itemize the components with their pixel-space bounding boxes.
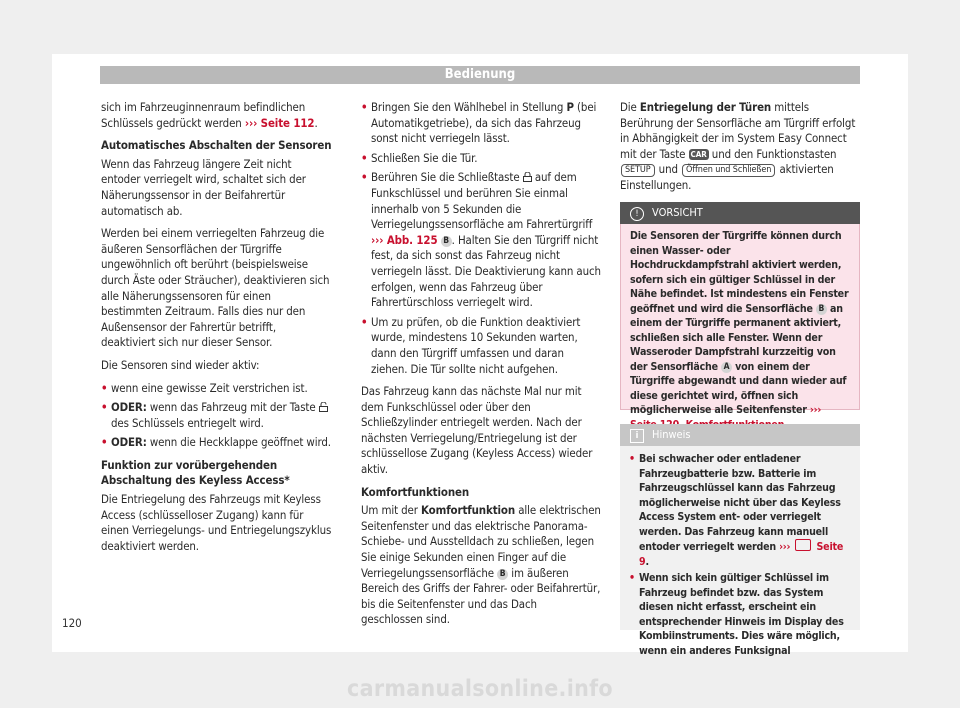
page-number: 120 [62,616,82,630]
unlock-icon [319,402,328,412]
setup-key: SETUP [621,164,655,177]
column-1 [101,100,333,561]
marker-b: B [497,569,508,580]
paragraph: Um mit der Komfortfunktion alle elektrischen Seitenfenster und das elektrische Panorama-Schiebe- und Ausstelldach zu schließen, legen Sie einige Sekunden einen Finger auf die Verriegelungssensorfläche B im äußeren Bereich des Griffs der Fahrer- oder Beifahrertür, bis die Seitenfenster und das Dach geschlossen sind. [361,503,601,627]
section-heading: Funktion zur vorübergehenden Abschaltung des Keyless Access* [101,457,290,488]
paragraph: sich im Fahrzeuginnenraum befindlichen Schlüssels gedrückt werden ››› Seite 112. [101,100,318,130]
section-heading: Automatisches Abschalten der Sensoren [101,138,332,153]
section-header: Bedienung [100,66,860,84]
note-text [620,446,860,657]
column-3 [620,100,860,201]
page-reference-link[interactable]: ››› Seite 112 [244,115,315,130]
page-reference-link[interactable]: ››› [779,541,791,553]
figure-reference-link[interactable]: ››› Abb. 125 [371,232,438,247]
open-close-key: Öffnen und Schließen [682,164,775,177]
paragraph: Wenn das Fahrzeug längere Zeit nicht entoder verriegelt wird, schaltet sich der Näherungssensor in der Beifahrertür automatisch ab. [101,156,306,218]
marker-b: B [816,304,827,315]
warning-icon: ! [630,207,644,221]
paragraph: Die Entriegelung des Fahrzeugs mit Keyless Access (schlüsselloser Zugang) kann für einen Verriegelungs- und Entriegelungszyklus deaktiviert werden. [101,492,332,553]
car-key-icon: CAR [690,149,707,159]
paragraph: Das Fahrzeug kann das nächste Mal nur mit dem Funkschlüssel oder über den Schließzylinder entriegelt werden. Nach der nächsten Verriegelung/Entriegelung ist der schlüssellose Zugang (Keyless Access) wieder aktiv. [361,384,593,477]
list-item: • Berühren Sie die Schließtaste auf dem Funkschlüssel und berühren Sie einmal innerhalb von 5 Sekunden die Verriegelungssensorfläche am Fahrertürgriff ››› Abb. 125 B . Halten Sie den Türgriff nicht fest, da sich sonst das Fahrzeug nicht verriegeln lässt. Die Deaktivierung kann auch erfolgen, wenn das Fahrzeug über Fahrertürschloss verriegelt wird. [361,170,601,310]
paragraph: Die Entriegelung der Türen mittels Berührung der Sensorfläche am Türgriff erfolgt in Abhängigkeit der im System Easy Connect mit der Taste CAR und den Funktionstasten SETUP und Öffnen und Schließen aktivierten Einstellungen. [620,100,856,192]
watermark: carmanualsonline.info [347,676,613,702]
list-item: • Bringen Sie den Wählhebel in Stellung P (bei Automatikgetriebe), da sich das Fahrzeug sonst nicht verriegeln lässt. [361,100,601,147]
note-box [620,424,860,657]
list-item: • ODER: wenn das Fahrzeug mit der Taste des Schlüssels entriegelt wird. [101,400,333,431]
list-item: • Schließen Sie die Tür. [361,151,601,167]
marker-a: A [721,362,732,373]
warning-title: VORSICHT [652,206,703,219]
note-header [620,424,860,446]
book-icon [795,539,811,551]
paragraph: Die Sensoren sind wieder aktiv: [101,357,260,372]
warning-box [620,202,860,416]
note-title: Hinweis [652,428,691,441]
warning-text: Die Sensoren der Türgriffe können durch einen Wasser- oder Hochdruckdampfstrahl aktiviert werden, sofern sich ein gültiger Schlüssel in der Nähe befindet. Ist mindestens ein Fenster geöffnet und wird die Sensorfläche B an einem der Türgriffe permanent aktiviert, schließen sich alle Fenster. Wenn der Wasseroder Dampfstrahl kurzzeitig von der Sensorfläche A von einem der Türgriffe abgewandt und dann wieder auf diese gerichtet wird, öffnen sich möglicherweise alle Seitenfenster ››› [620,224,860,410]
list-item: • Wenn sich kein gültiger Schlüssel im Fahrzeug befindet bzw. das System diesen nicht erfasst, erscheint ein entsprechender Hinweis im Display des Kombiinstruments. Dies wäre möglich, wenn ein anderes Funksignal [629,571,851,658]
list-item: • Um zu prüfen, ob die Funktion deaktiviert wurde, mindestens 10 Sekunden warten, dann den Türgriff umfassen und daran ziehen. Die Tür sollte nicht aufgehen. [361,315,601,377]
page-reference-link[interactable]: ››› [809,404,822,416]
column-2 [361,100,601,635]
paragraph: Werden bei einem verriegelten Fahrzeug die äußeren Sensorflächen der Türgriffe ungewöhnlich oft berührt (beispielsweise durch Äste oder Sträucher), deaktivieren sich alle Näherungssensoren für einen bestimmten Zeitraum. Falls dies nur den Außensensor der Fahrertür betrifft, deaktiviert sich nur dieser Sensor. [101,226,330,350]
list-item: • ODER: wenn die Heckklappe geöffnet wird. [101,435,333,451]
info-icon: i [630,429,644,443]
lock-icon [523,172,532,182]
list-item: • wenn eine gewisse Zeit verstrichen ist. [101,381,333,397]
marker-b: B [441,236,452,247]
section-heading: Komfortfunktionen [361,484,470,499]
warning-header [620,202,860,224]
list-item: • Bei schwacher oder entladener Fahrzeugbatterie bzw. Batterie im Fahrzeugschlüssel kann das Fahrzeug möglicherweise nicht über das Keyless Access System ent- oder verriegelt werden. Das Fahrzeug kann manuell entoder verriegelt werden ››› Seite 9. [629,452,851,569]
page-reference-link[interactable]: Seite 9 [639,541,844,568]
